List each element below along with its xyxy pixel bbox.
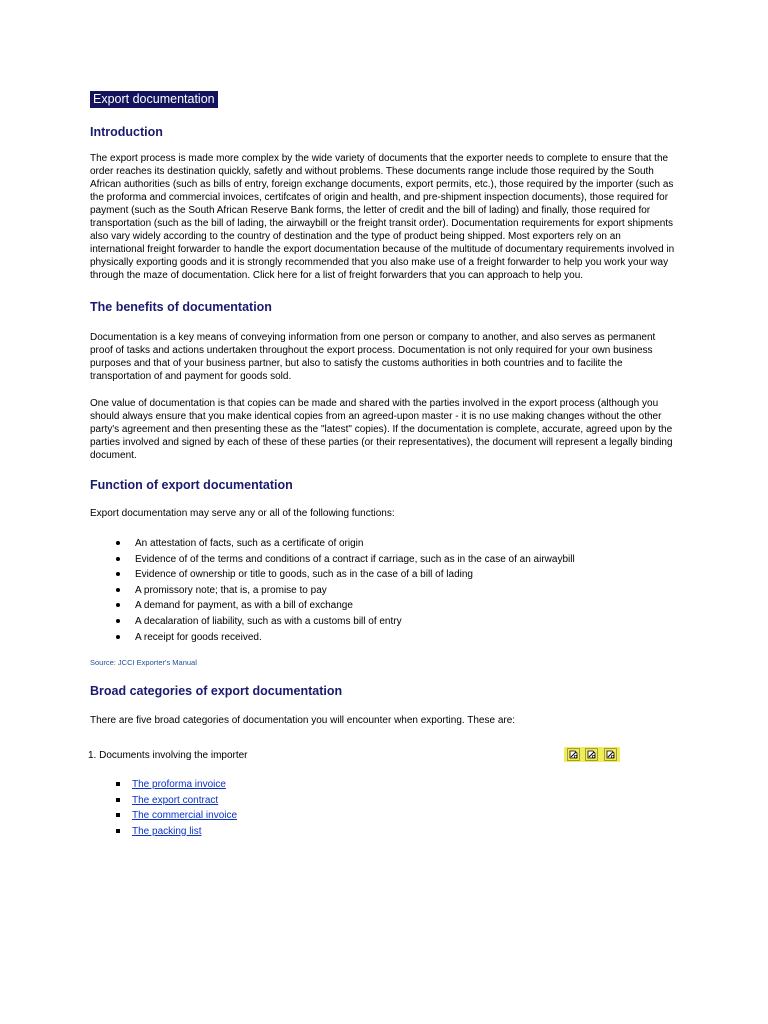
list-item: A promissory note; that is, a promise to pay (116, 583, 680, 599)
category-row (90, 747, 680, 763)
document-stamp-icon[interactable] (585, 748, 598, 761)
link-export-contract[interactable]: The export contract (132, 794, 219, 806)
categories-intro: There are five broad categories of documentation you will encounter when exporting. These are: (90, 715, 516, 727)
category-label: 1. Documents involving the importer (88, 750, 248, 762)
list-item (116, 793, 680, 809)
introduction-heading: Introduction (90, 125, 163, 139)
list-item: Evidence of of the terms and conditions of a contract if carriage, such as in the case of an airwaybill (116, 552, 680, 568)
list-item: A demand for payment, as with a bill of exchange (116, 598, 680, 614)
document-stamp-icon[interactable] (567, 748, 580, 761)
icon-strip[interactable] (564, 747, 620, 762)
list-item: Evidence of ownership or title to goods, such as in the case of a bill of lading (116, 567, 680, 583)
document-stamp-icon[interactable] (604, 748, 617, 761)
list-item (116, 808, 680, 824)
document-page (90, 90, 680, 839)
link-packing-list[interactable]: The packing list (132, 825, 202, 837)
function-list (90, 536, 680, 645)
link-proforma-invoice[interactable]: The proforma invoice (132, 779, 226, 791)
categories-heading: Broad categories of export documentation (90, 684, 343, 699)
function-heading: Function of export documentation (90, 478, 293, 492)
function-intro: Export documentation may serve any or all of the following functions: (90, 508, 395, 519)
page-title: Export documentation (90, 91, 218, 108)
list-item: An attestation of facts, such as a certificate of origin (116, 536, 680, 552)
list-item (116, 777, 680, 793)
benefits-heading: The benefits of documentation (90, 300, 272, 314)
list-item: A receipt for goods received. (116, 630, 680, 646)
introduction-paragraph: The export process is made more complex by the wide variety of documents that the exporter needs to complete to ensure that the order reaches its destination quickly, safetly and without problems. These documents range include those required by the South African authorities (such as bills of entry, foreign exchange documents, export permits, etc.), those required by the importer (such as the proforma and commercial invoices, certifcates of origin and health, and pre-shipment inspection documents), those required for payment (such as the South African Reserve Bank forms, the letter of credit and the bill of lading) and finally, those required for transportation (such as the bill of lading, the airwaybill or the freight transit order). Documentation requirements for export shipments also vary widely according to the country of destination and the type of product being shipped. Most exporters rely on an international freight forwarder to handle the export documentation because of the multitude of documentary requirements involved in physically exporting goods and it is strongly recommended that you also make use of a freight forwarder to help you work your way through the maze of documentation. Click here for a list of freight forwarders that you can approach to help you. (90, 153, 675, 281)
list-item: A decalaration of liability, such as with a customs bill of entry (116, 614, 680, 630)
source-note: Source: JCCI Exporter's Manual (90, 658, 197, 668)
benefits-paragraph-1: Documentation is a key means of conveying information from one person or company to another, and also serves as permanent proof of tasks and actions undertaken throughout the export process. Documentation is not only required for your own business purposes and that of your business partner, but also to satisfy the customs authorities in both countries and to facilite the transportation of and payment for goods sold. (90, 332, 656, 382)
link-commercial-invoice[interactable]: The commercial invoice (132, 810, 238, 822)
benefits-paragraph-2: One value of documentation is that copies can be made and shared with the parties involved in the export process (although you should always ensure that you make identical copies from an agreed-upon master - it is no use making changes without the other party's agreement and then presenting these as the "latest" copies). If the documentation is complete, accurate, agreed upon by the parties involved and signed by each of these of these parties (or their representatives), the document will represent a legally binding document. (90, 398, 673, 461)
list-item (116, 824, 680, 840)
category-links (90, 777, 680, 839)
